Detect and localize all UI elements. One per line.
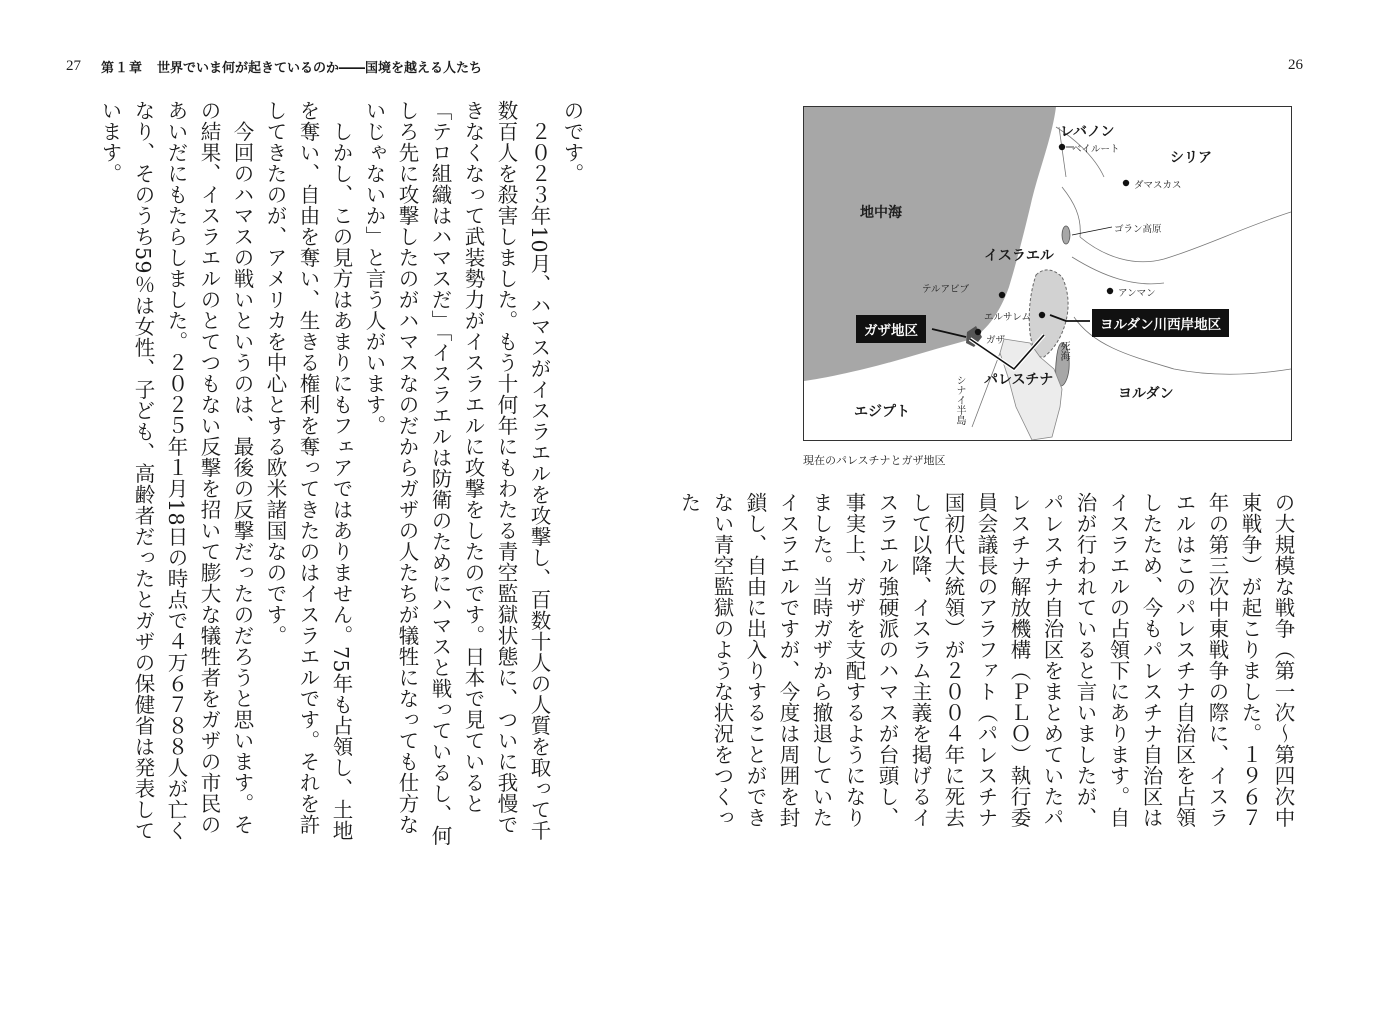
israel-label: イスラエル: [984, 248, 1054, 264]
gaza-city-label: ガザ: [986, 335, 1006, 346]
running-header: [66, 56, 482, 76]
mediterranean-sea-shape: [804, 107, 1056, 381]
palestine-label: パレスチナ: [984, 372, 1054, 388]
west-bank-label: ヨルダン川西岸地区: [1092, 309, 1229, 337]
left-page-number: 27: [66, 57, 81, 74]
egypt-label: エジプト: [854, 404, 910, 420]
map-caption: 現在のパレスチナとガザ地区: [803, 454, 946, 467]
tel-aviv-dot: [999, 292, 1005, 298]
paragraph: しかし、この見方はあまりにもフェアではありません。75年も占領し、土地を奪い、自由を奪い、生きる権利を奪ってきたのはイスラエルです。それを許してきたのが、アメリカを中心とする欧米諸国なのです。: [263, 100, 353, 841]
galilee-shape: [1062, 226, 1070, 244]
beirut-label: ベイルート: [1072, 144, 1120, 155]
jerusalem-label: エルサレム: [984, 312, 1031, 323]
negev-outline: [1000, 339, 1062, 440]
damascus-label: ダマスカス: [1134, 180, 1182, 191]
chapter-title: 世界でいま何が起きているのか――国境を越える人たち: [157, 60, 483, 76]
left-page-body: [98, 100, 588, 850]
paragraph: 今回のハマスの戦いというのは、最後の反撃だったのだろうと思います。その結果、イスラエルのとてつもない反撃を招いて膨大な犠牲者をガザの市民のあいだにもたらしました。２０２５年１月18日の時点で４万６７８８人が亡くなり、そのうち59％は女性、子ども、高齢者だったとガザの保健省は発表しています。: [98, 100, 254, 842]
paragraph: の大規模な戦争（第一次～第四次中東戦争）が起こりました。１９６７年の第三次中東戦争の際に、イスラエルはこのパレスチナ自治区を占領したため、今もパレスチナ自治区はイスラエルの占領下にあります。自治が行われていると言いましたが、パレスチナ自治区をまとめていたパレスチナ解放機構（ＰＬＯ）執行委員会議長のアラファト（パレスチナ国初代大統領）が２００４年に死去して以降、イスラム主義を掲げるイスラエル強硬派のハマスが台頭し、事実上、ガザを支配するようになりました。当時ガザから撤退していたイスラエルですが、今度は周囲を封鎖し、自由に出入りすることができない青空監獄のような状況をつくった: [677, 492, 1295, 828]
right-page-number: 26: [1288, 57, 1303, 73]
amman-label: アンマン: [1118, 288, 1156, 299]
gaza-dot: [975, 329, 981, 335]
golan-leader: [1072, 227, 1112, 235]
damascus-dot: [1123, 180, 1129, 186]
beirut-dot: [1059, 144, 1065, 150]
map-graphic: [804, 107, 1291, 440]
tel-aviv-label: テルアビブ: [922, 284, 970, 295]
dead-sea-label: 死海: [1058, 341, 1069, 361]
gaza-strip-label: ガザ地区: [856, 315, 926, 343]
lebanon-label: レバノン: [1060, 124, 1115, 140]
chapter-label: 第１章: [101, 60, 144, 76]
jerusalem-dot: [1039, 312, 1045, 318]
jordan-label: ヨルダン: [1118, 386, 1174, 402]
sinai-label: シナイ半島: [954, 375, 965, 425]
golan-label: ゴラン高原: [1114, 224, 1162, 235]
paragraph: ２０２３年10月、ハマスがイスラエルを攻撃し、百数十人の人質を取って千数百人を殺害しました。もう十何年にもわたる青空監獄状態に、ついに我慢できなくなって武装勢力がイスラエルに攻撃をしたのです。日本で見ていると「テロ組織はハマスだ」「イスラエルは防衛のためにハマスと戦っているし、何しろ先に攻撃したのがハマスなのだからガザの人たちが犠牲になっても仕方ないじゃないか」と言う人がいます。: [362, 100, 551, 846]
syria-label: シリア: [1170, 150, 1212, 166]
mediterranean-label: 地中海: [860, 205, 902, 221]
amman-dot: [1107, 288, 1113, 294]
paragraph: のです。: [560, 100, 584, 184]
map-figure: [803, 106, 1292, 441]
right-page-body: [677, 492, 1299, 842]
